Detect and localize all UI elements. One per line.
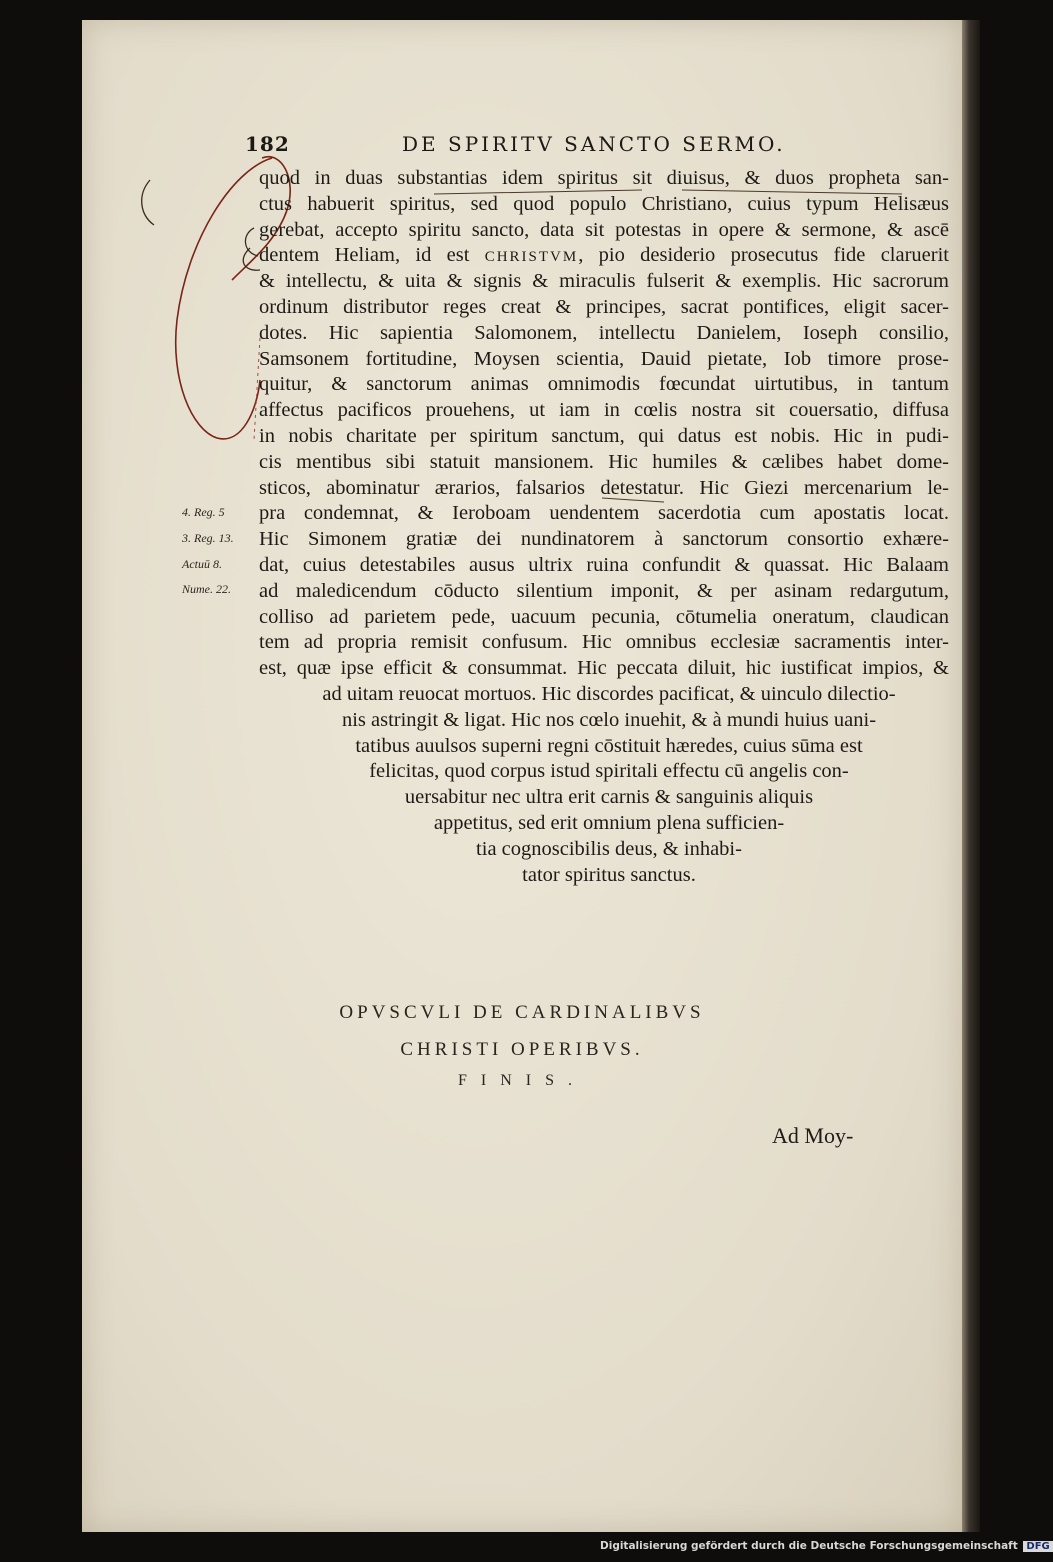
text-line: ordinum distributor reges creat & principes, sacrat pontifices, eligit sacer- <box>259 295 949 318</box>
text-line: in nobis charitate per spiritum sanctum, qui datus est nobis. Hic in pudi- <box>259 424 949 447</box>
colophon-line: OPVSCVLI DE CARDINALIBVS <box>339 1002 705 1023</box>
margin-note: Nume. 22. <box>182 582 231 597</box>
text-line: pra condemnat, & Ieroboam uendentem sacerdotia cum apostatis locat. <box>259 502 949 525</box>
text-segment: dentem Heliam, id est <box>259 244 485 267</box>
text-line-taper: tatibus auulsos superni regni cōstituit hæredes, cuius sūma est <box>355 734 863 757</box>
text-line-taper: nis astringit & ligat. Hic nos cœlo inuehit, & à mundi huius uani- <box>341 708 877 731</box>
text-line: gerebat, accepto spiritu sancto, data sit potestas in opere & sermone, & ascē <box>259 218 949 241</box>
text-line-taper: appetitus, sed erit omnium plena sufficien- <box>433 811 785 834</box>
text-line-taper: tator spiritus sanctus. <box>522 863 696 886</box>
text-line: colliso ad parietem pede, uacuum pecunia, cōtumelia oneratum, claudican <box>259 605 949 628</box>
text-line-taper: tia cognoscibilis deus, & inhabi- <box>476 837 742 860</box>
text-line-taper: ad uitam reuocat mortuos. Hic discordes pacificat, & uinculo dilectio- <box>322 682 896 705</box>
smallcaps-name: CHRISTVM <box>484 249 579 266</box>
text-line: ad maledicendum cōducto silentium imponit, & per asinam redargutum, <box>259 579 949 602</box>
text-line-taper: uersabitur nec ultra erit carnis & sanguinis aliquis <box>404 786 814 809</box>
text-line-christum <box>259 243 949 269</box>
dfg-logo: DFG <box>1023 1541 1052 1552</box>
text-line: ctus habuerit spiritus, sed quod populo Christiano, cuius typum Helisæus <box>259 192 949 215</box>
text-segment: , pio desiderio prosecutus fide claruerit <box>578 244 949 267</box>
footer-text: Digitalisierung gefördert durch die Deutsche Forschungsgemeinschaft <box>600 1540 1018 1552</box>
margin-notes <box>182 500 262 603</box>
text-line: tem ad propria remisit confusum. Hic omnibus ecclesiæ sacramentis inter- <box>259 631 949 654</box>
margin-note: Actuū 8. <box>182 556 222 571</box>
catchword: Ad Moy- <box>772 1123 854 1148</box>
text-line: Hic Simonem gratiæ dei nundinatorem à sanctorum consortio exhære- <box>259 528 949 551</box>
text-line: sticos, abominatur ærarios, falsarios detestatur. Hic Giezi mercenarium le- <box>259 476 949 499</box>
margin-note: 3. Reg. 13. <box>182 530 234 545</box>
footer-credit <box>600 1540 1050 1558</box>
folio-number: 182 <box>245 132 290 156</box>
text-line: Samsonem fortitudine, Moysen scientia, Dauid pietate, Iob timore prose- <box>259 347 949 370</box>
text-line-taper: felicitas, quod corpus istud spiritali effectu cū angelis con- <box>369 760 849 783</box>
text-line: quod in duas substantias idem spiritus sit diuisus, & duos propheta san- <box>259 167 949 189</box>
text-line: quitur, & sanctorum animas omnimodis fœcundat uirtutibus, in tantum <box>259 373 949 396</box>
book-page <box>82 20 962 1532</box>
text-line: dotes. Hic sapientia Salomonem, intellectu Danielem, Ioseph consilio, <box>259 321 949 344</box>
body-text <box>259 166 949 888</box>
colophon-finis: FINIS. <box>457 1072 586 1089</box>
margin-note: 4. Reg. 5 <box>182 505 225 519</box>
running-head: DE SPIRITV SANCTO SERMO. <box>402 132 786 156</box>
text-line: est, quæ ipse efficit & consummat. Hic peccata diluit, hic iustificat impios, & <box>259 657 949 680</box>
text-line: & intellectu, & uita & signis & miraculis fulserit & exemplis. Hic sacrorum <box>259 270 949 293</box>
text-line: cis mentibus sibi statuit mansionem. Hic humiles & cælibes habet dome- <box>259 450 949 473</box>
text-line: dat, cuius detestabiles ausus ultrix ruina confundit & quassat. Hic Balaam <box>259 553 949 576</box>
colophon-line: CHRISTI OPERIBVS. <box>400 1039 644 1060</box>
page-edge-shadow <box>962 20 980 1532</box>
text-line: affectus pacificos prouehens, ut iam in cœlis nostra sit couersatio, diffusa <box>259 399 949 422</box>
